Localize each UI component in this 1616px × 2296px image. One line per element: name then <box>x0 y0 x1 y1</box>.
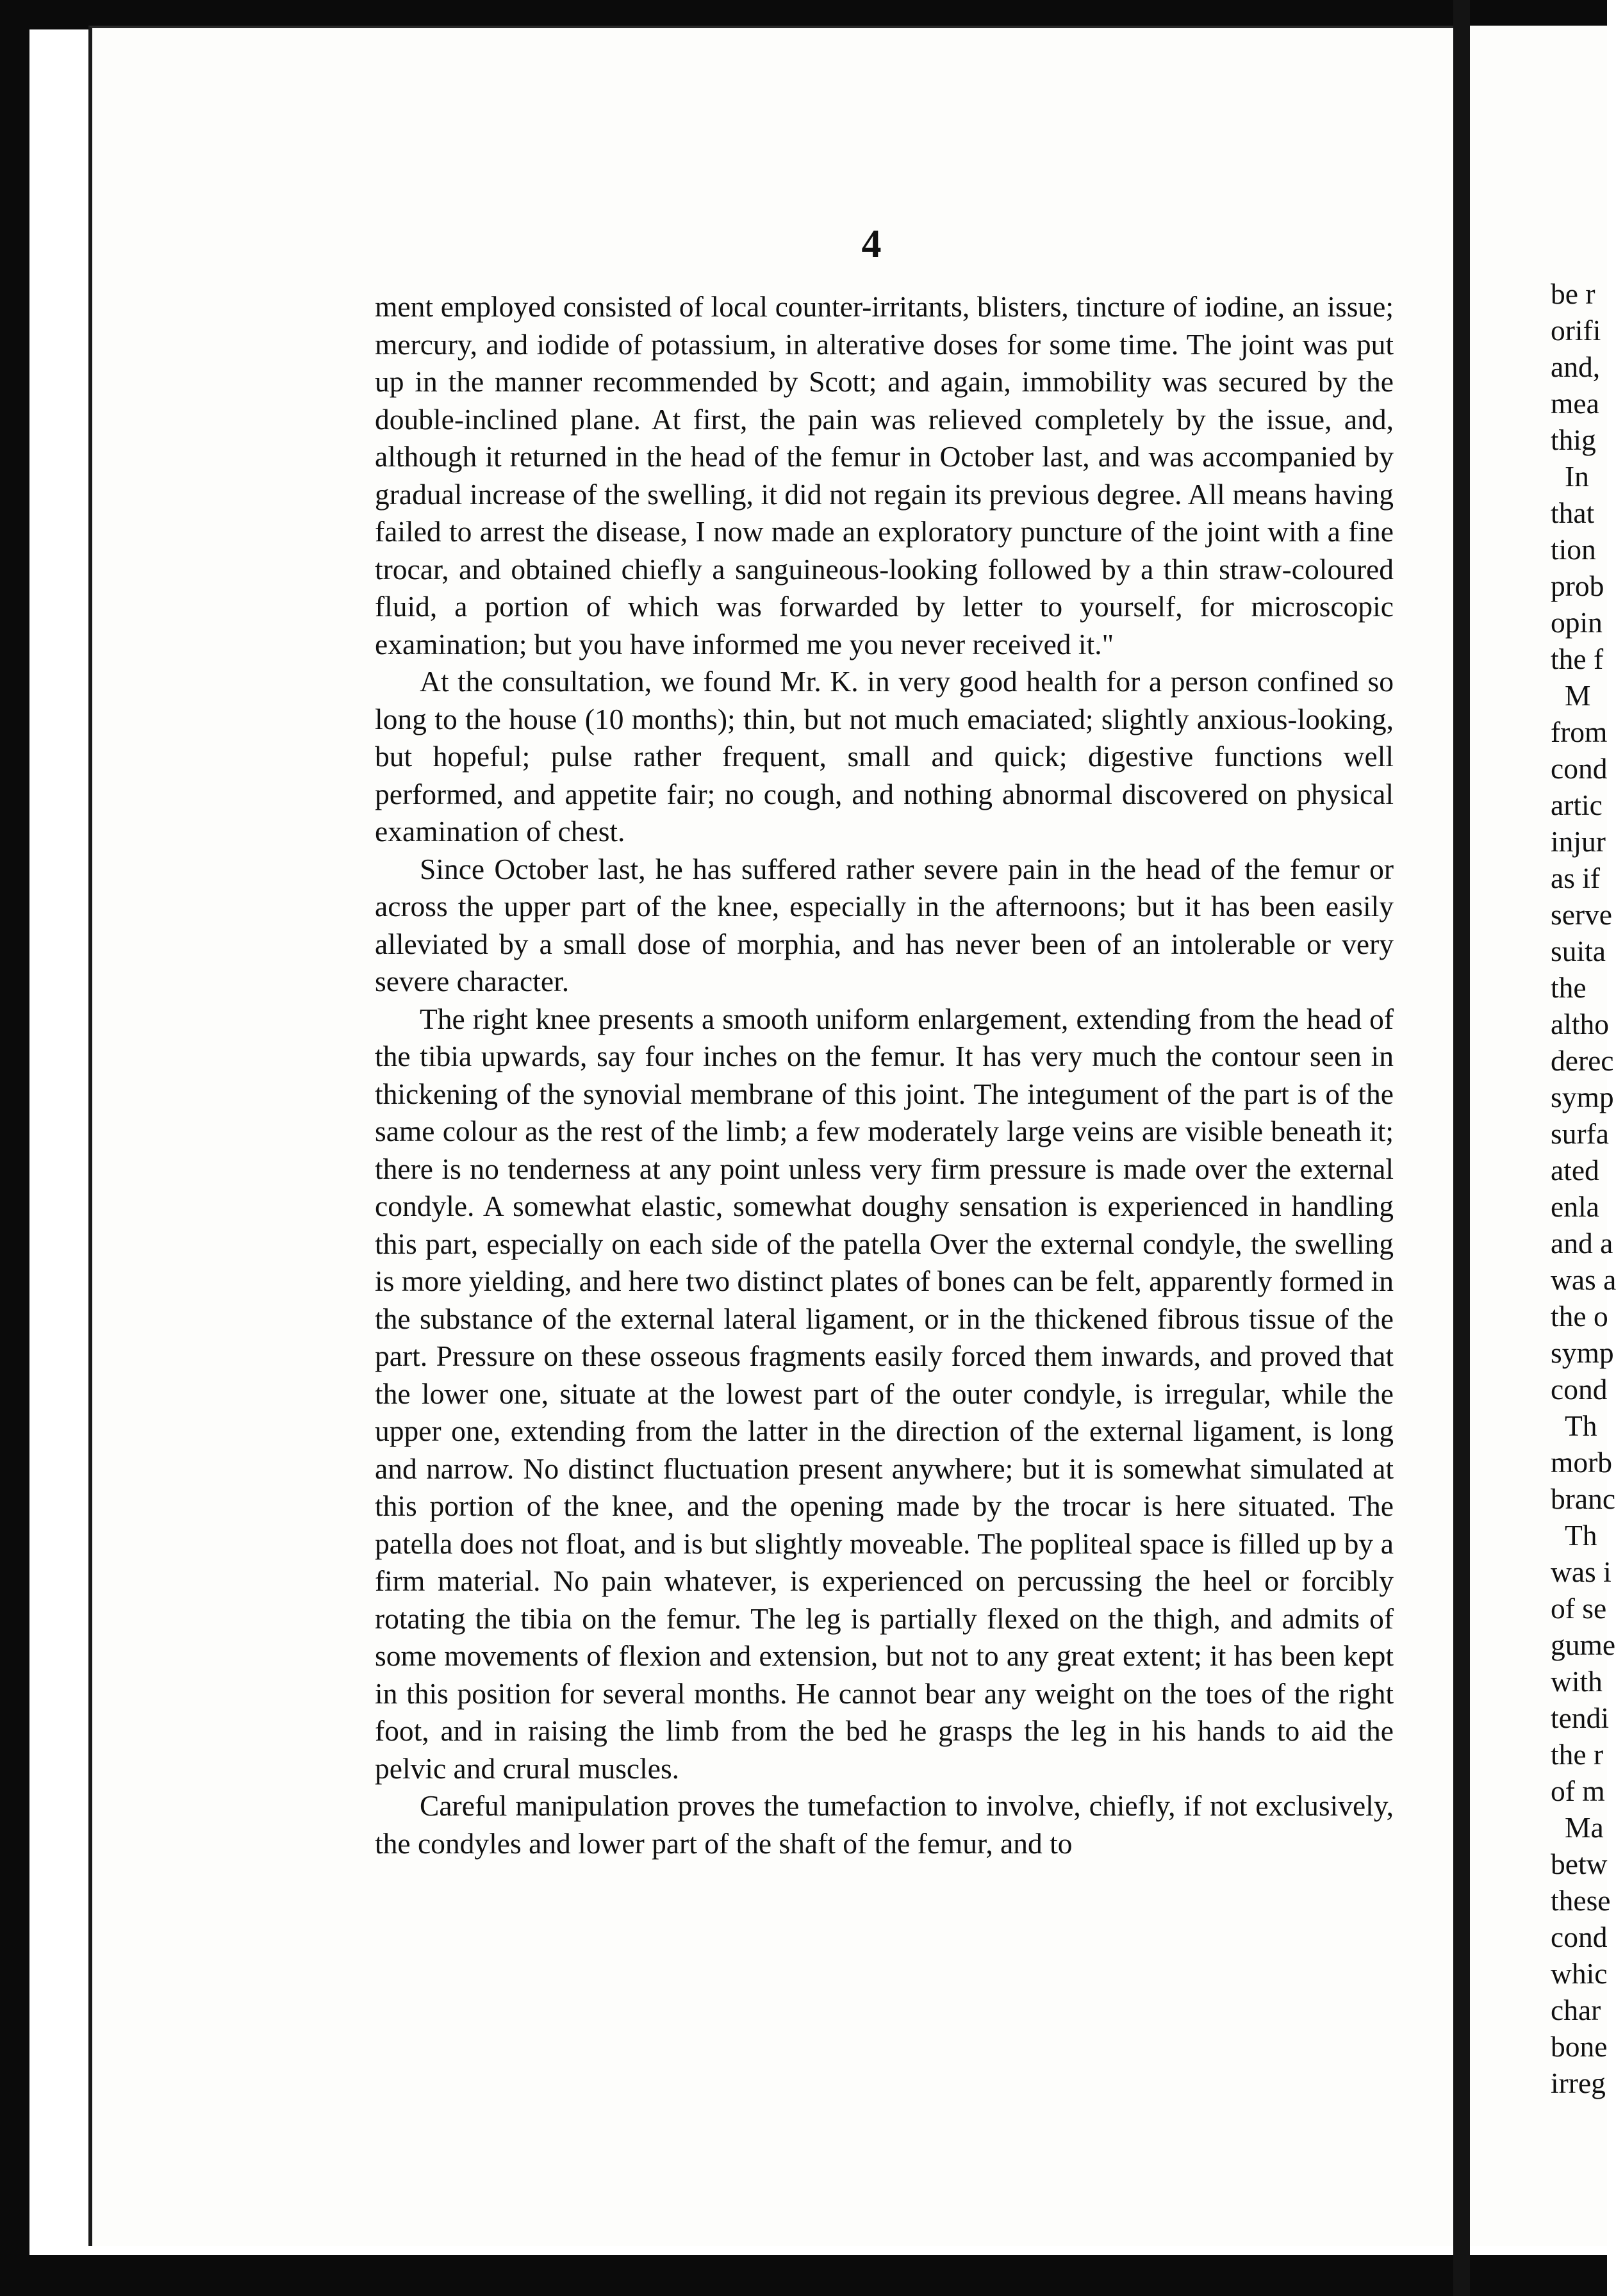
facing-page-line: the r <box>1551 1738 1604 1771</box>
page-number: 4 <box>861 222 882 266</box>
facing-page-line: the o <box>1551 1300 1608 1332</box>
scan-left-edge <box>0 0 29 2296</box>
facing-page-line: and a <box>1551 1227 1613 1259</box>
facing-page-line: char <box>1551 1994 1601 2026</box>
paragraph: The right knee presents a smooth uniform enlargement, extending from the head of the tibia upwards, say four inches on the femur. It has very much the contour seen in thickening of the synovial membrane of this joint. The integument of the part is of the same colour as the rest of the limb; a few moderately large veins are visible beneath it; there is no tenderness at any point unless very firm pressure is made over the external condyle. A somewhat elastic, somewhat doughy sensation is experienced in handling this part, especially on each side of the patella Over the external condyle, the swelling is more yielding, and here two distinct plates of bones can be felt, apparently formed in the substance of the external lateral ligament, or in the thickened fibrous tissue of the part. Pressure on these osseous fragments easily forced them inwards, and proved that the lower one, situate at the lowest part of the outer condyle, is irregular, while the upper one, extending from the latter in the direction of the external ligament, is long and narrow. No distinct fluctuation present anywhere; but it is somewhat simulated at this portion of the knee, and the opening made by the trocar is here situated. The patella does not float, and is but slightly moveable. The popliteal space is filled up by a firm material. No pain whatever, is experienced on percussing the heel or forcibly rotating the tibia on the femur. The leg is partially flexed on the thigh, and admits of some movements of flexion and extension, but not to any great extent; it has been kept in this position for several months. He cannot bear any weight on the toes of the right foot, and in raising the limb from the bed he grasps the leg in his hands to aid the pelvic and crural muscles. <box>375 1002 1394 1785</box>
facing-page-line: these <box>1551 1884 1611 1917</box>
facing-page-line: injur <box>1551 825 1606 858</box>
facing-page-line: enla <box>1551 1190 1599 1223</box>
facing-page-line: thig <box>1551 423 1596 456</box>
facing-page-line: orifi <box>1551 314 1601 347</box>
facing-page-line: whic <box>1551 1957 1608 1990</box>
facing-page-line: mea <box>1551 387 1599 420</box>
facing-page-line: irreg <box>1551 2067 1606 2099</box>
facing-page-line: tendi <box>1551 1702 1609 1734</box>
facing-page-line: artic <box>1551 789 1603 821</box>
facing-page-line: M <box>1565 679 1591 712</box>
facing-page-line: of se <box>1551 1592 1607 1625</box>
facing-page-line: Ma <box>1565 1811 1604 1844</box>
book-gutter <box>1453 0 1470 2296</box>
facing-page-text <box>1551 275 1616 2101</box>
facing-page-line: cond <box>1551 1921 1608 1953</box>
facing-page-line: ated <box>1551 1154 1599 1186</box>
facing-page-line: cond <box>1551 752 1608 785</box>
facing-page-line: serve <box>1551 898 1612 931</box>
facing-page-line: with <box>1551 1665 1603 1698</box>
facing-page-line: derec <box>1551 1044 1614 1077</box>
body-text <box>375 288 1394 1862</box>
facing-page-line: and, <box>1551 350 1601 383</box>
scan-bottom-edge <box>0 2255 1607 2296</box>
facing-page-line: the f <box>1551 643 1604 675</box>
paragraph: At the consultation, we found Mr. K. in very good health for a person confined so long to the house (10 months); thin, but not much emaciated; slightly anxious-looking, but hopeful; pulse rather frequent, small and quick; digestive functions well performed, and appetite fair; no cough, and nothing abnormal discovered on physical examination of chest. <box>375 665 1394 848</box>
facing-page-line: morb <box>1551 1446 1613 1479</box>
facing-page-line: Th <box>1565 1519 1597 1552</box>
facing-page-line: be r <box>1551 277 1595 310</box>
facing-page-line: symp <box>1551 1336 1614 1369</box>
facing-page-line: from <box>1551 716 1608 748</box>
facing-page-line: altho <box>1551 1008 1609 1040</box>
facing-page-line: prob <box>1551 570 1604 602</box>
facing-page-line: gume <box>1551 1628 1616 1661</box>
facing-page-line: surfa <box>1551 1117 1609 1150</box>
facing-page-line: was i <box>1551 1555 1612 1588</box>
facing-page-line: In <box>1565 460 1589 493</box>
facing-page-line: of m <box>1551 1775 1605 1807</box>
facing-page-line: was a <box>1551 1263 1616 1296</box>
facing-page-line: that <box>1551 496 1595 529</box>
facing-page-line: opin <box>1551 606 1603 639</box>
paragraph: Since October last, he has suffered rather severe pain in the head of the femur or across the upper part of the knee, especially in the afternoons; but it has been easily alleviated by a small dose of morphia, and has never been of an intolerable or very severe character. <box>375 852 1394 997</box>
facing-page-line: betw <box>1551 1848 1608 1880</box>
facing-page-line: symp <box>1551 1081 1614 1113</box>
facing-page-line: cond <box>1551 1373 1608 1406</box>
facing-page-line: bone <box>1551 2030 1608 2063</box>
facing-page-line: tion <box>1551 533 1596 566</box>
paragraph: Careful manipulation proves the tumefaction to involve, chiefly, if not exclusively, the condyles and lower part of the shaft of the femur, and to <box>375 1789 1394 1860</box>
facing-page-line: suita <box>1551 935 1606 967</box>
facing-page-line: Th <box>1565 1409 1597 1442</box>
facing-page-line: as if <box>1551 862 1601 894</box>
facing-page-line: the <box>1551 971 1587 1004</box>
facing-page-line: branc <box>1551 1482 1616 1515</box>
paragraph: ment employed consisted of local counter-irritants, blisters, tincture of iodine, an issue; mercury, and iodide of potassium, in alterative doses for some time. The joint was put up in the manner recommended by Scott; and again, immobility was secured by the double-inclined plane. At first, the pain was relieved completely by the issue, and, although it returned in the head of the femur in October last, and was accompanied by gradual increase of the swelling, it did not regain its previous degree. All means having failed to arrest the disease, I now made an exploratory puncture of the joint with a fine trocar, and obtained chiefly a sanguineous-looking followed by a thin straw-coloured fluid, a portion of which was forwarded by letter to yourself, for microscopic examination; but you have informed me you never received it." <box>375 290 1394 660</box>
